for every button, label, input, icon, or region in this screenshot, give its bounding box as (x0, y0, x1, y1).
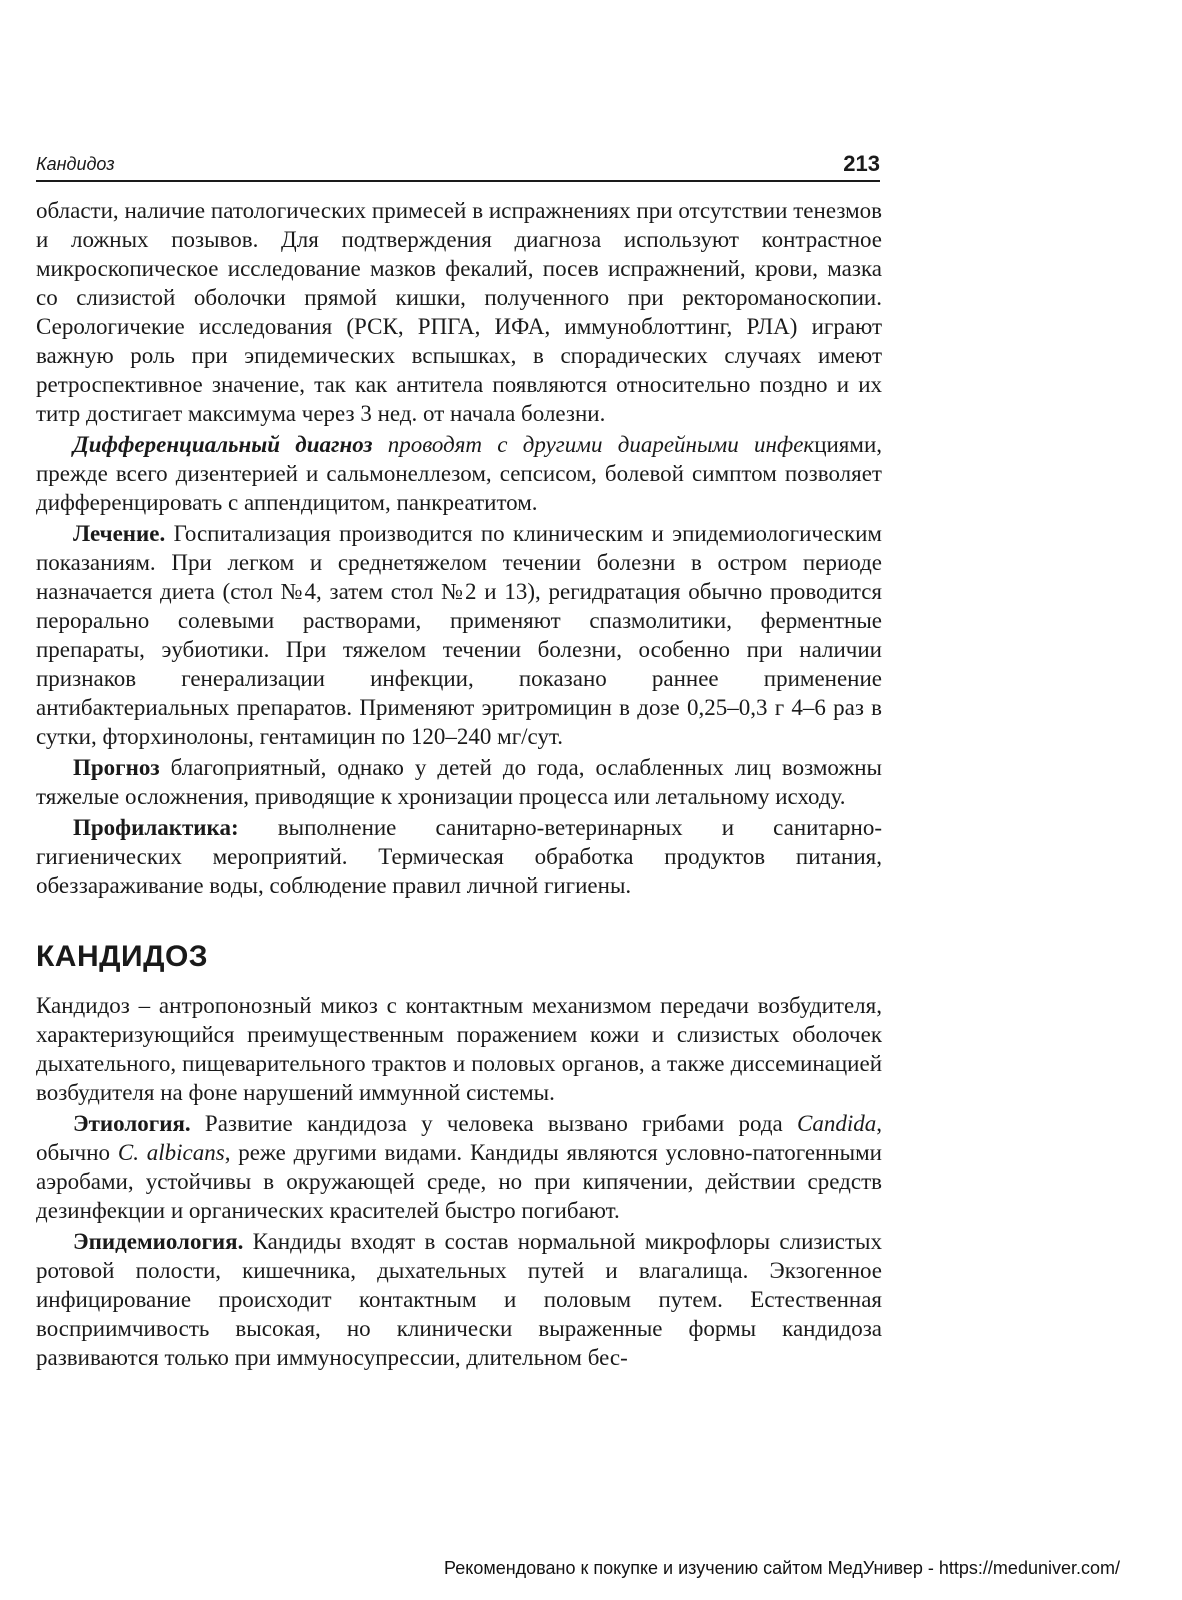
paragraph-treatment (36, 519, 882, 751)
paragraph-lead-continued: проводят с другими диарейными инфек (372, 432, 815, 457)
paragraph-lead: Эпидемиология. (73, 1229, 244, 1254)
paragraph-text: Развитие кандидоза у человека вызвано грибами рода (190, 1111, 798, 1136)
paragraph-etiology (36, 1109, 882, 1225)
paragraph-lead: Прогноз (73, 755, 160, 780)
running-title: Кандидоз (36, 154, 115, 174)
paragraph-prognosis (36, 753, 882, 811)
paragraph-text: Кандиды входят в состав нормальной микрофлоры слизистых ротовой полости, кишечника, дыхательных путей и влагалища. Экзогенное инфицирование происходит контактным и половым путем. Естественная восприимчивость высокая, но клинически выраженные формы кандидоза развиваются только при иммуносупрессии, длительном бес- (36, 1229, 882, 1370)
running-header (36, 150, 880, 182)
section-heading: КАНДИДОЗ (36, 940, 209, 973)
paragraph-definition (36, 991, 882, 1107)
paragraph-text: благоприятный, однако у детей до года, ослабленных лиц возможны тяжелые осложнения, приводящие к хронизации процесса или летальному исходу. (36, 755, 882, 809)
paragraph-epidemiology (36, 1227, 882, 1372)
paragraph-text: Кандидоз – антропонозный микоз с контактным механизмом передачи возбудителя, характеризующийся преимущественным поражением кожи и слизистых оболочек дыхательного, пищеварительного трактов и половых органов, а также диссеминацией возбудителя на фоне нарушений иммунной системы. (36, 993, 882, 1105)
page-number: 213 (843, 151, 880, 176)
genus-name: Candida (797, 1111, 877, 1136)
paragraph-lead: Дифференциальный диагноз (73, 432, 373, 457)
paragraph-text: области, наличие патологических примесей в испражнениях при отсутствии тенезмов и ложных позывов. Для подтверждения диагноза используют контрастное микроскопическое исследование мазков фекалий, посев испражнений, крови, мазка со слизистой оболочки прямой кишки, полученного при ректороманоскопии. Серологичекие исследования (РСК, РПГА, ИФА, иммуноблоттинг, РЛА) играют важную роль при эпидемических вспышках, в спорадических случаях имеют ретроспективное значение, так как антитела появляются относительно поздно и их титр достигает максимума через 3 нед. от начала болезни. (36, 198, 882, 426)
paragraph-text: , реже другими видами. Кандиды являются условно-патогенными аэробами, устойчивы в окружающей среде, но при кипячении, действии средств дезинфекции и органических красителей быстро погибают. (36, 1140, 882, 1223)
paragraph-prevention (36, 813, 882, 900)
paragraph-text: циями, прежде всего дизентерией и сальмонеллезом, сепсисом, болевой симптом позволяет дифференцировать с аппендицитом, панкреатитом. (36, 432, 882, 515)
paragraph-diagnostics (36, 196, 882, 428)
paragraph-text: , обычно (36, 1111, 882, 1165)
paragraph-lead: Лечение. (73, 521, 166, 546)
paragraph-text: Госпитализация производится по клиническим и эпидемиологическим показаниям. При легком и среднетяжелом течении болезни в остром периоде назначается диета (стол №4, затем стол №2 и 13), регидратация обычно проводится перорально солевыми растворами, применяют спазмолитики, ферментные препараты, эубиотики. При тяжелом течении болезни, особенно при наличии признаков генерализации инфекции, показано раннее применение антибактериальных препаратов. Применяют эритромицин в дозе 0,25–0,3 г 4–6 раз в сутки, фторхинолоны, гентамицин по 120–240 мг/сут. (36, 521, 882, 749)
body-text (36, 196, 882, 1374)
paragraph-lead: Профилактика: (73, 815, 239, 840)
paragraph-differential-diagnosis (36, 430, 882, 517)
paragraph-lead: Этиология. (73, 1111, 191, 1136)
species-name: C. albicans (117, 1140, 225, 1165)
footer-watermark: Рекомендовано к покупке и изучению сайтом МедУнивер - https://meduniver.com/ (444, 1558, 1120, 1578)
paragraph-text: выполнение санитарно-ветеринарных и санитарно-гигиенических мероприятий. Термическая обработка продуктов питания, обеззараживание воды, соблюдение правил личной гигиены. (36, 815, 882, 898)
